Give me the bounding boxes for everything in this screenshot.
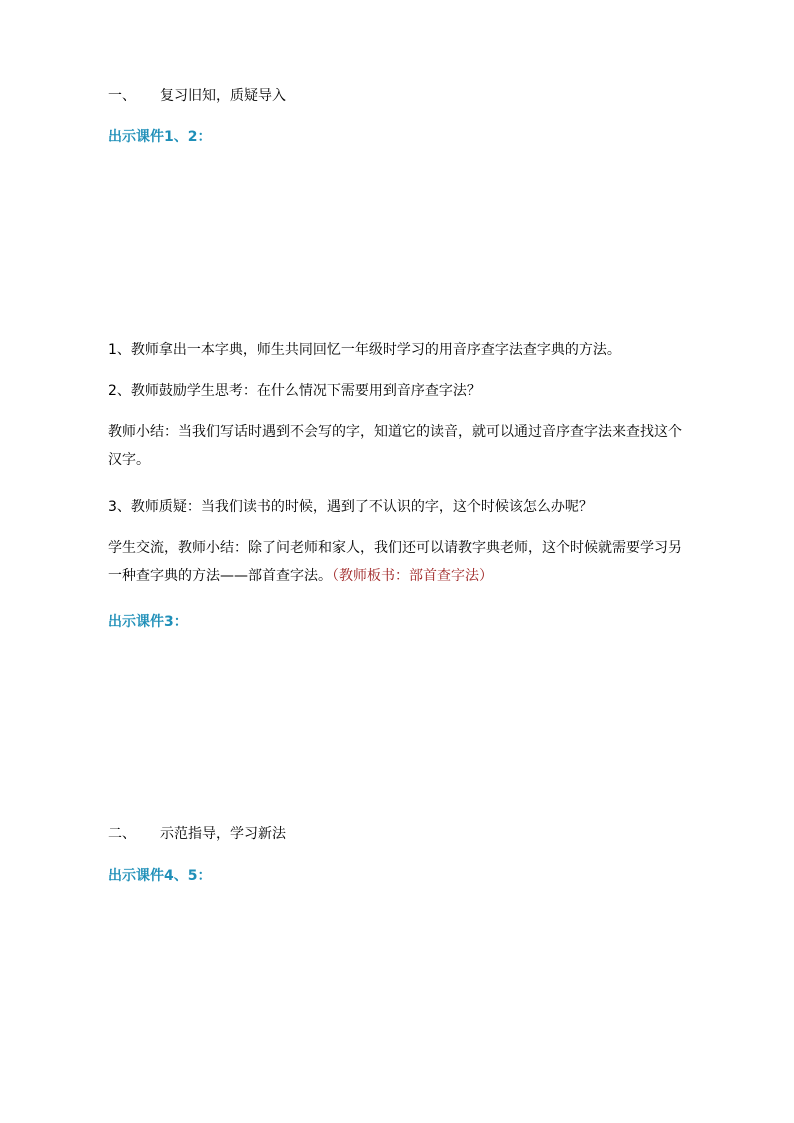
summary-2-text: 学生交流，教师小结：除了问老师和家人，我们还可以请教字典老师，这个时候就需要学习另一种查字典的方法——部首查字法。 — [108, 540, 682, 584]
courseware-label-2: 出示课件3： — [108, 614, 188, 630]
paragraph-item-1: 1、教师拿出一本字典，师生共同回忆一年级时学习的用音序查字法查字典的方法。 — [108, 342, 621, 358]
paragraph-summary-2 — [108, 534, 688, 590]
paragraph-item-3: 3、教师质疑：当我们读书的时候，遇到了不认识的字，这个时候该怎么办呢？ — [108, 499, 593, 515]
section1-title: 复习旧知，质疑导入 — [160, 88, 286, 104]
courseware-label-3: 出示课件4、5： — [108, 868, 212, 884]
section2-title: 示范指导，学习新法 — [160, 826, 286, 842]
section2-number: 二、 — [108, 826, 136, 842]
courseware-label-1: 出示课件1、2： — [108, 129, 212, 145]
section1-number: 一、 — [108, 88, 136, 104]
paragraph-summary-1: 教师小结：当我们写话时遇到不会写的字，知道它的读音，就可以通过音序查字法来查找这个汉字。 — [108, 424, 682, 468]
board-note: （教师板书：部首查字法） — [332, 568, 493, 584]
paragraph-item-2: 2、教师鼓励学生思考：在什么情况下需要用到音序查字法？ — [108, 383, 481, 399]
